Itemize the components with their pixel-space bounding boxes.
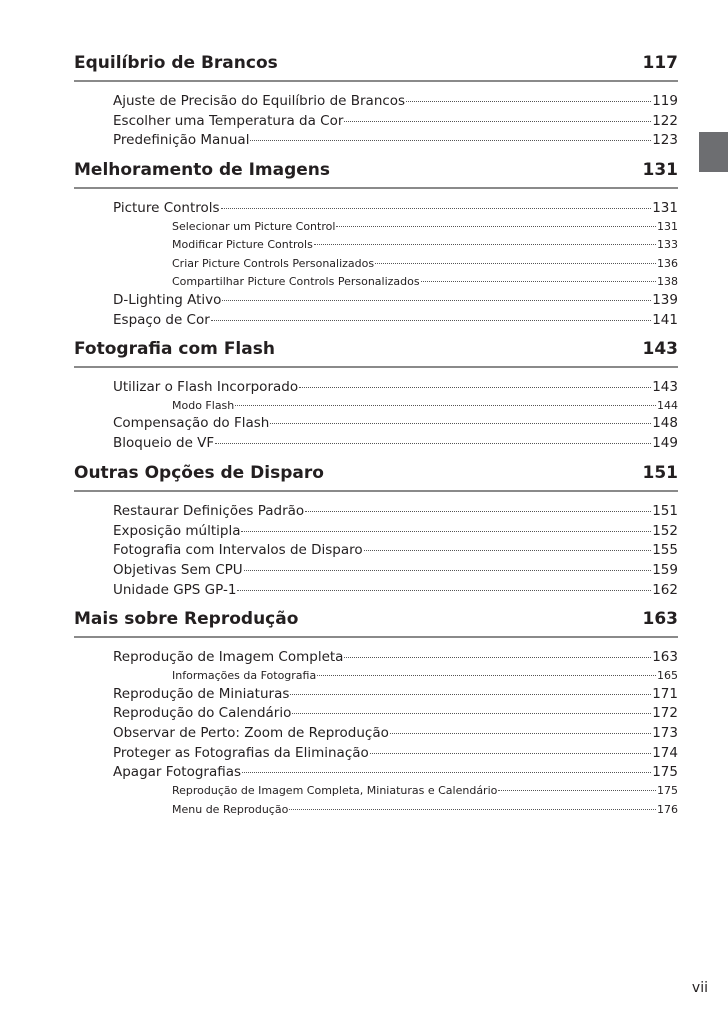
toc-entry[interactable] — [113, 581, 678, 601]
dot-leader — [211, 320, 651, 321]
toc-entry[interactable] — [113, 685, 678, 705]
dot-leader — [498, 790, 656, 791]
dot-leader — [406, 101, 651, 102]
toc-section — [74, 608, 678, 819]
entry-title: Unidade GPS GP-1 — [113, 581, 237, 598]
entry-title: Informações da Fotografia — [172, 669, 317, 683]
entry-page-number: 176 — [657, 802, 678, 816]
toc-entry[interactable] — [113, 311, 678, 331]
dot-leader — [222, 300, 651, 301]
entry-title: D-Lighting Ativo — [113, 291, 222, 308]
section-page-number: 117 — [642, 53, 678, 73]
toc-section — [74, 52, 678, 151]
entry-title: Compensação do Flash — [113, 415, 270, 432]
entry-title: Reprodução de Miniaturas — [113, 685, 290, 702]
entry-page-number: 151 — [652, 502, 678, 519]
entry-title: Escolher uma Temperatura da Cor — [113, 112, 344, 129]
dot-leader — [270, 423, 651, 424]
entry-title: Predefinição Manual — [113, 132, 250, 149]
dot-leader — [244, 570, 652, 571]
entry-page-number: 165 — [657, 669, 678, 683]
entry-title: Bloqueio de VF — [113, 435, 215, 452]
entry-title: Exposição múltipla — [113, 522, 241, 539]
section-page-number: 163 — [642, 609, 678, 630]
dot-leader — [292, 713, 651, 714]
dot-leader — [221, 208, 652, 209]
entry-title: Reprodução de Imagem Completa, Miniaturas e Calendário — [172, 784, 498, 798]
dot-leader — [289, 809, 656, 810]
entry-title: Selecionar um Picture Control — [172, 219, 336, 233]
dot-leader — [364, 550, 652, 551]
entry-title: Modo Flash — [172, 398, 235, 412]
dot-leader — [305, 511, 651, 512]
section-heading[interactable] — [74, 52, 678, 82]
toc-entry[interactable] — [113, 522, 678, 542]
entry-title: Ajuste de Precisão do Equilíbrio de Brancos — [113, 93, 406, 109]
entry-page-number: 131 — [657, 219, 678, 233]
entry-page-number: 152 — [652, 522, 678, 539]
toc-entry[interactable] — [113, 112, 678, 132]
toc-entry[interactable] — [113, 648, 678, 668]
section-title: Fotografia com Flash — [74, 339, 275, 360]
dot-leader — [299, 387, 651, 388]
section-heading[interactable] — [74, 338, 678, 368]
entry-list — [74, 199, 678, 330]
toc-subentry[interactable] — [113, 236, 678, 255]
entry-title: Espaço de Cor — [113, 311, 210, 328]
entry-title: Proteger as Fotografias da Eliminação — [113, 744, 369, 761]
section-page-number: 151 — [642, 462, 678, 483]
toc-section — [74, 338, 678, 454]
dot-leader — [314, 244, 656, 245]
toc-subentry[interactable] — [113, 782, 678, 801]
entry-page-number: 148 — [652, 415, 678, 432]
entry-page-number: 173 — [652, 724, 678, 741]
toc-entry[interactable] — [113, 131, 678, 151]
dot-leader — [290, 694, 651, 695]
entry-page-number: 159 — [652, 561, 678, 578]
toc-entry[interactable] — [113, 434, 678, 454]
entry-title: Fotografia com Intervalos de Disparo — [113, 542, 363, 559]
dot-leader — [370, 753, 651, 754]
toc-subentry[interactable] — [113, 397, 678, 416]
dot-leader — [344, 121, 651, 122]
entry-page-number: 119 — [652, 93, 678, 109]
entry-page-number: 131 — [652, 200, 678, 217]
entry-title: Modificar Picture Controls — [172, 238, 313, 252]
entry-list — [74, 502, 678, 601]
dot-leader — [215, 443, 651, 444]
dot-leader — [421, 281, 656, 282]
entry-page-number: 162 — [652, 581, 678, 598]
entry-page-number: 139 — [652, 291, 678, 308]
entry-page-number: 138 — [657, 275, 678, 289]
section-page-number: 131 — [642, 160, 678, 181]
entry-list — [74, 378, 678, 454]
toc-entry[interactable] — [113, 291, 678, 311]
entry-title: Objetivas Sem CPU — [113, 561, 243, 578]
toc-entry[interactable] — [113, 724, 678, 744]
toc-entry[interactable] — [113, 744, 678, 764]
toc-entry[interactable] — [113, 763, 678, 783]
section-title: Mais sobre Reprodução — [74, 609, 299, 630]
entry-title: Reprodução do Calendário — [113, 705, 292, 722]
dot-leader — [242, 772, 651, 773]
dot-leader — [336, 226, 656, 227]
chapter-thumb-tab — [699, 132, 728, 172]
toc-entry[interactable] — [113, 199, 678, 219]
toc-section — [74, 462, 678, 601]
entry-page-number: 122 — [652, 112, 678, 129]
dot-leader — [344, 657, 651, 658]
toc-entry[interactable] — [113, 502, 678, 522]
section-heading[interactable] — [74, 462, 678, 492]
section-title: Melhoramento de Imagens — [74, 160, 331, 181]
toc-subentry[interactable] — [113, 255, 678, 274]
toc-entry[interactable] — [113, 541, 678, 561]
entry-page-number: 144 — [657, 398, 678, 412]
toc-entry[interactable] — [113, 92, 678, 112]
dot-leader — [235, 405, 656, 406]
entry-title: Restaurar Definições Padrão — [113, 502, 305, 519]
entry-page-number: 155 — [652, 542, 678, 559]
toc-subentry[interactable] — [113, 273, 678, 292]
entry-title: Criar Picture Controls Personalizados — [172, 256, 375, 270]
entry-title: Reprodução de Imagem Completa — [113, 649, 344, 666]
dot-leader — [241, 531, 651, 532]
entry-title: Menu de Reprodução — [172, 802, 289, 816]
table-of-contents — [74, 52, 678, 827]
toc-section — [74, 159, 678, 330]
entry-page-number: 149 — [652, 435, 678, 452]
toc-subentry[interactable] — [113, 218, 678, 237]
section-page-number: 143 — [642, 339, 678, 360]
dot-leader — [237, 590, 651, 591]
entry-title: Compartilhar Picture Controls Personalizados — [172, 275, 420, 289]
entry-page-number: 171 — [652, 685, 678, 702]
entry-page-number: 136 — [657, 256, 678, 270]
dot-leader — [250, 140, 651, 141]
section-heading[interactable] — [74, 608, 678, 638]
section-title: Equilíbrio de Brancos — [74, 53, 278, 73]
page-number: vii — [691, 980, 708, 996]
entry-page-number: 141 — [652, 311, 678, 328]
entry-page-number: 175 — [652, 764, 678, 781]
toc-entry[interactable] — [113, 561, 678, 581]
toc-subentry[interactable] — [113, 801, 678, 820]
entry-page-number: 123 — [652, 132, 678, 149]
dot-leader — [375, 263, 656, 264]
dot-leader — [390, 733, 651, 734]
entry-page-number: 175 — [657, 784, 678, 798]
section-heading[interactable] — [74, 159, 678, 189]
entry-page-number: 163 — [652, 649, 678, 666]
entry-title: Picture Controls — [113, 200, 220, 217]
entry-page-number: 133 — [657, 238, 678, 252]
entry-page-number: 143 — [652, 379, 678, 396]
entry-title: Apagar Fotografias — [113, 764, 242, 781]
entry-title: Observar de Perto: Zoom de Reprodução — [113, 724, 389, 741]
dot-leader — [317, 675, 656, 676]
entry-page-number: 174 — [652, 744, 678, 761]
toc-entry[interactable] — [113, 704, 678, 724]
toc-subentry[interactable] — [113, 667, 678, 686]
section-title: Outras Opções de Disparo — [74, 462, 324, 483]
toc-entry[interactable] — [113, 378, 678, 398]
toc-entry[interactable] — [113, 414, 678, 434]
entry-title: Utilizar o Flash Incorporado — [113, 379, 299, 396]
entry-list — [74, 648, 678, 819]
entry-page-number: 172 — [652, 705, 678, 722]
entry-list — [74, 92, 678, 151]
